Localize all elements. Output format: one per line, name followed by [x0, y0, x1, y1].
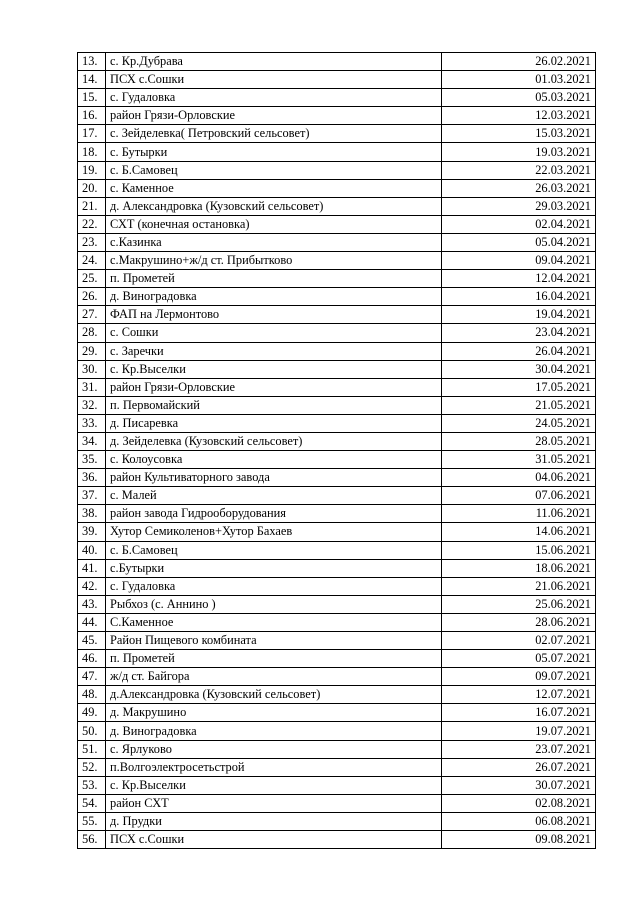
- row-number-cell: 31.: [78, 378, 106, 396]
- date-cell: 26.03.2021: [442, 179, 596, 197]
- date-cell: 05.04.2021: [442, 233, 596, 251]
- table-row: [78, 233, 596, 251]
- location-cell: с.Макрушино+ж/д ст. Прибытково: [106, 252, 442, 270]
- table-row: [78, 523, 596, 541]
- date-cell: 26.02.2021: [442, 53, 596, 71]
- row-number-cell: 18.: [78, 143, 106, 161]
- row-number-cell: 16.: [78, 107, 106, 125]
- date-cell: 12.03.2021: [442, 107, 596, 125]
- row-number-cell: 46.: [78, 650, 106, 668]
- row-number-cell: 56.: [78, 831, 106, 849]
- location-cell: д.Александровка (Кузовский сельсовет): [106, 686, 442, 704]
- table-row: [78, 559, 596, 577]
- location-cell: С.Каменное: [106, 613, 442, 631]
- date-cell: 31.05.2021: [442, 451, 596, 469]
- row-number-cell: 15.: [78, 89, 106, 107]
- date-cell: 23.07.2021: [442, 740, 596, 758]
- date-cell: 16.04.2021: [442, 288, 596, 306]
- date-cell: 09.08.2021: [442, 831, 596, 849]
- date-cell: 25.06.2021: [442, 595, 596, 613]
- table-row: [78, 288, 596, 306]
- row-number-cell: 53.: [78, 776, 106, 794]
- row-number-cell: 39.: [78, 523, 106, 541]
- date-cell: 19.04.2021: [442, 306, 596, 324]
- table-row: [78, 740, 596, 758]
- table-row: [78, 758, 596, 776]
- date-cell: 12.04.2021: [442, 270, 596, 288]
- table-row: [78, 324, 596, 342]
- date-cell: 22.03.2021: [442, 161, 596, 179]
- date-cell: 09.07.2021: [442, 668, 596, 686]
- location-cell: Хутор Семиколенов+Хутор Бахаев: [106, 523, 442, 541]
- table-row: [78, 252, 596, 270]
- date-cell: 19.07.2021: [442, 722, 596, 740]
- row-number-cell: 54.: [78, 794, 106, 812]
- table-row: [78, 541, 596, 559]
- row-number-cell: 43.: [78, 595, 106, 613]
- date-cell: 29.03.2021: [442, 197, 596, 215]
- date-cell: 26.07.2021: [442, 758, 596, 776]
- date-cell: 18.06.2021: [442, 559, 596, 577]
- table-row: [78, 342, 596, 360]
- date-cell: 15.06.2021: [442, 541, 596, 559]
- table-row: [78, 89, 596, 107]
- date-cell: 02.04.2021: [442, 215, 596, 233]
- location-cell: д. Прудки: [106, 812, 442, 830]
- location-cell: п.Волгоэлектросетьстрой: [106, 758, 442, 776]
- table-row: [78, 613, 596, 631]
- location-cell: с. Кр.Выселки: [106, 776, 442, 794]
- date-cell: 05.03.2021: [442, 89, 596, 107]
- row-number-cell: 20.: [78, 179, 106, 197]
- row-number-cell: 36.: [78, 469, 106, 487]
- table-row: [78, 432, 596, 450]
- date-cell: 23.04.2021: [442, 324, 596, 342]
- row-number-cell: 33.: [78, 414, 106, 432]
- location-cell: ПСХ с.Сошки: [106, 71, 442, 89]
- location-cell: п. Прометей: [106, 270, 442, 288]
- table-row: [78, 776, 596, 794]
- location-cell: с.Казинка: [106, 233, 442, 251]
- location-cell: ПСХ с.Сошки: [106, 831, 442, 849]
- row-number-cell: 17.: [78, 125, 106, 143]
- location-cell: с. Гудаловка: [106, 89, 442, 107]
- date-cell: 01.03.2021: [442, 71, 596, 89]
- table-row: [78, 197, 596, 215]
- row-number-cell: 44.: [78, 613, 106, 631]
- row-number-cell: 26.: [78, 288, 106, 306]
- row-number-cell: 45.: [78, 632, 106, 650]
- location-cell: п. Прометей: [106, 650, 442, 668]
- table-row: [78, 505, 596, 523]
- location-cell: ФАП на Лермонтово: [106, 306, 442, 324]
- date-cell: 11.06.2021: [442, 505, 596, 523]
- location-cell: ж/д ст. Байгора: [106, 668, 442, 686]
- table-row: [78, 71, 596, 89]
- location-cell: с. Бутырки: [106, 143, 442, 161]
- row-number-cell: 55.: [78, 812, 106, 830]
- row-number-cell: 52.: [78, 758, 106, 776]
- table-row: [78, 632, 596, 650]
- table-row: [78, 378, 596, 396]
- date-cell: 05.07.2021: [442, 650, 596, 668]
- location-cell: район Культиваторного завода: [106, 469, 442, 487]
- location-cell: с. Ярлуково: [106, 740, 442, 758]
- table-row: [78, 487, 596, 505]
- location-cell: с. Заречки: [106, 342, 442, 360]
- location-cell: Район Пищевого комбината: [106, 632, 442, 650]
- row-number-cell: 41.: [78, 559, 106, 577]
- location-cell: Рыбхоз (с. Аннино ): [106, 595, 442, 613]
- location-cell: п. Первомайский: [106, 396, 442, 414]
- row-number-cell: 25.: [78, 270, 106, 288]
- location-cell: с.Бутырки: [106, 559, 442, 577]
- table-row: [78, 143, 596, 161]
- row-number-cell: 24.: [78, 252, 106, 270]
- location-cell: район Грязи-Орловские: [106, 107, 442, 125]
- row-number-cell: 37.: [78, 487, 106, 505]
- table-row: [78, 812, 596, 830]
- table-row: [78, 53, 596, 71]
- date-cell: 30.04.2021: [442, 360, 596, 378]
- date-cell: 17.05.2021: [442, 378, 596, 396]
- date-cell: 19.03.2021: [442, 143, 596, 161]
- schedule-table-body: [78, 53, 596, 849]
- location-cell: д. Макрушино: [106, 704, 442, 722]
- location-cell: д. Виноградовка: [106, 722, 442, 740]
- row-number-cell: 28.: [78, 324, 106, 342]
- row-number-cell: 47.: [78, 668, 106, 686]
- row-number-cell: 42.: [78, 577, 106, 595]
- table-row: [78, 668, 596, 686]
- row-number-cell: 34.: [78, 432, 106, 450]
- location-cell: с. Гудаловка: [106, 577, 442, 595]
- location-cell: с. Б.Самовец: [106, 161, 442, 179]
- row-number-cell: 29.: [78, 342, 106, 360]
- date-cell: 15.03.2021: [442, 125, 596, 143]
- location-cell: район СХТ: [106, 794, 442, 812]
- date-cell: 28.06.2021: [442, 613, 596, 631]
- table-row: [78, 414, 596, 432]
- date-cell: 21.06.2021: [442, 577, 596, 595]
- row-number-cell: 48.: [78, 686, 106, 704]
- row-number-cell: 40.: [78, 541, 106, 559]
- location-cell: с. Сошки: [106, 324, 442, 342]
- date-cell: 04.06.2021: [442, 469, 596, 487]
- date-cell: 16.07.2021: [442, 704, 596, 722]
- location-cell: с. Б.Самовец: [106, 541, 442, 559]
- date-cell: 09.04.2021: [442, 252, 596, 270]
- table-row: [78, 650, 596, 668]
- row-number-cell: 22.: [78, 215, 106, 233]
- table-row: [78, 179, 596, 197]
- row-number-cell: 38.: [78, 505, 106, 523]
- row-number-cell: 35.: [78, 451, 106, 469]
- table-row: [78, 686, 596, 704]
- date-cell: 26.04.2021: [442, 342, 596, 360]
- table-row: [78, 161, 596, 179]
- table-row: [78, 794, 596, 812]
- row-number-cell: 50.: [78, 722, 106, 740]
- row-number-cell: 23.: [78, 233, 106, 251]
- row-number-cell: 13.: [78, 53, 106, 71]
- table-row: [78, 270, 596, 288]
- row-number-cell: 51.: [78, 740, 106, 758]
- row-number-cell: 32.: [78, 396, 106, 414]
- location-cell: с. Малей: [106, 487, 442, 505]
- date-cell: 02.08.2021: [442, 794, 596, 812]
- date-cell: 07.06.2021: [442, 487, 596, 505]
- date-cell: 21.05.2021: [442, 396, 596, 414]
- table-row: [78, 451, 596, 469]
- location-cell: д. Писаревка: [106, 414, 442, 432]
- location-cell: д. Александровка (Кузовский сельсовет): [106, 197, 442, 215]
- table-row: [78, 125, 596, 143]
- date-cell: 28.05.2021: [442, 432, 596, 450]
- table-row: [78, 469, 596, 487]
- location-cell: с. Каменное: [106, 179, 442, 197]
- date-cell: 24.05.2021: [442, 414, 596, 432]
- table-row: [78, 107, 596, 125]
- schedule-table: [77, 52, 596, 849]
- row-number-cell: 30.: [78, 360, 106, 378]
- table-row: [78, 396, 596, 414]
- row-number-cell: 27.: [78, 306, 106, 324]
- date-cell: 02.07.2021: [442, 632, 596, 650]
- date-cell: 30.07.2021: [442, 776, 596, 794]
- location-cell: д. Зейделевка (Кузовский сельсовет): [106, 432, 442, 450]
- date-cell: 06.08.2021: [442, 812, 596, 830]
- location-cell: СХТ (конечная остановка): [106, 215, 442, 233]
- table-row: [78, 831, 596, 849]
- date-cell: 14.06.2021: [442, 523, 596, 541]
- table-row: [78, 306, 596, 324]
- location-cell: с. Кр.Выселки: [106, 360, 442, 378]
- row-number-cell: 14.: [78, 71, 106, 89]
- table-row: [78, 595, 596, 613]
- location-cell: район Грязи-Орловские: [106, 378, 442, 396]
- location-cell: с. Кр.Дубрава: [106, 53, 442, 71]
- date-cell: 12.07.2021: [442, 686, 596, 704]
- row-number-cell: 49.: [78, 704, 106, 722]
- location-cell: с. Колоусовка: [106, 451, 442, 469]
- table-row: [78, 360, 596, 378]
- row-number-cell: 21.: [78, 197, 106, 215]
- location-cell: с. Зейделевка( Петровский сельсовет): [106, 125, 442, 143]
- table-row: [78, 215, 596, 233]
- table-row: [78, 704, 596, 722]
- location-cell: д. Виноградовка: [106, 288, 442, 306]
- row-number-cell: 19.: [78, 161, 106, 179]
- location-cell: район завода Гидрооборудования: [106, 505, 442, 523]
- table-row: [78, 722, 596, 740]
- table-row: [78, 577, 596, 595]
